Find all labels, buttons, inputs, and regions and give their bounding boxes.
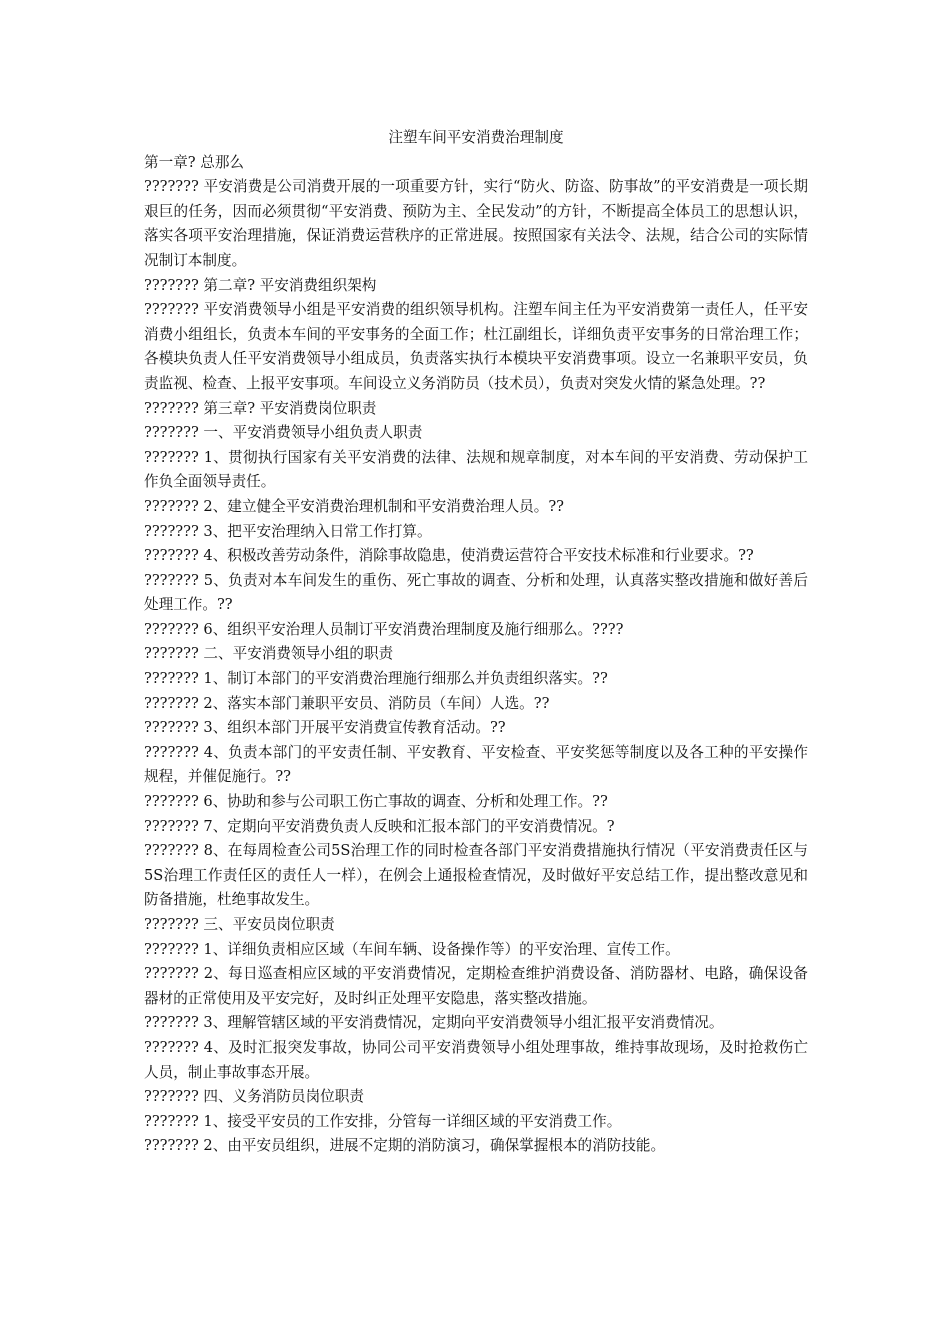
paragraph: ??????? 平安消费领导小组是平安消费的组织领导机构。注塑车间主任为平安消费第一责任人，任平安消费小组组长，负责本车间的平安事务的全面工作；杜江副组长，详细负责平安事务的日常治理工作；各模块负责人任平安消费领导小组成员，负责落实执行本模块平安消费事项。设立一名兼职平安员，负责监视、检查、上报平安事项。车间设立义务消防员（技术员），负责对突发火情的紧急处理。??	[144, 301, 808, 392]
document-title: 注塑车间平安消费治理制度	[388, 129, 564, 146]
list-item: ??????? 6、协助和参与公司职工伤亡事故的调查、分析和处理工作。??	[144, 793, 608, 811]
paragraph-chapter-3: ??????? 第三章? 平安消费岗位职责	[144, 399, 377, 417]
list-item: ??????? 7、定期向平安消费负责人反映和汇报本部门的平安消费情况。?	[144, 817, 615, 835]
list-item: ??????? 1、接受平安员的工作安排，分管每一详细区域的平安消费工作。	[144, 1112, 622, 1130]
list-item: ??????? 1、详细负责相应区域（车间车辆、设备操作等）的平安治理、宣传工作。	[144, 940, 680, 958]
list-item: ??????? 8、在每周检查公司5S治理工作的同时检查各部门平安消费措施执行情况（平安消费责任区与5S治理工作责任区的责任人一样），在例会上通报检查情况，及时做好平安总结工作，提出整改意见和防备措施，杜绝事故发生。	[144, 842, 808, 909]
paragraph: ??????? 平安消费是公司消费开展的一项重要方针，实行“防火、防盗、防事故”的平安消费是一项长期艰巨的任务，因而必须贯彻“平安消费、预防为主、全民发动”的方针，不断提高全体员工的思想认识，落实各项平安治理措施，保证消费运营秩序的正常进展。按照国家有关法令、法规，结合公司的实际情况制订本制度。	[144, 178, 808, 269]
section-heading: ??????? 二、平安消费领导小组的职责	[144, 645, 394, 663]
list-item: ??????? 3、理解管辖区域的平安消费情况，定期向平安消费领导小组汇报平安消费情况。	[144, 1014, 724, 1032]
section-heading: ??????? 三、平安员岗位职责	[144, 916, 335, 933]
list-item: ??????? 5、负责对本车间发生的重伤、死亡事故的调查、分析和处理，认真落实整改措施和做好善后处理工作。??	[144, 571, 808, 614]
list-item: ??????? 2、每日巡查相应区域的平安消费情况，定期检查维护消费设备、消防器材、电路，确保设备器材的正常使用及平安完好，及时纠正处理平安隐患，落实整改措施。	[144, 965, 808, 1007]
list-item: ??????? 2、由平安员组织，进展不定期的消防演习，确保掌握根本的消防技能。	[144, 1137, 666, 1155]
list-item: ??????? 4、负责本部门的平安责任制、平安教育、平安检查、平安奖惩等制度以及各工种的平安操作规程，并催促施行。??	[144, 743, 808, 786]
paragraph-chapter-1: 第一章? 总那么	[144, 153, 245, 171]
list-item: ??????? 6、组织平安治理人员制订平安消费治理制度及施行细那么。????	[144, 620, 624, 638]
list-item: ??????? 3、把平安治理纳入日常工作打算。	[144, 522, 432, 540]
list-item: ??????? 4、及时汇报突发事故，协同公司平安消费领导小组处理事故，维持事故现场，及时抢救伤亡人员，制止事故事态开展。	[144, 1038, 808, 1081]
list-item: ??????? 2、建立健全平安消费治理机制和平安消费治理人员。??	[144, 497, 564, 515]
list-item: ??????? 3、组织本部门开展平安消费宣传教育活动。??	[144, 719, 506, 737]
list-item: ??????? 1、制订本部门的平安消费治理施行细那么并负责组织落实。??	[144, 670, 608, 688]
list-item: ??????? 4、积极改善劳动条件，消除事故隐患，使消费运营符合平安技术标准和行业要求。??	[144, 547, 754, 565]
section-heading: ??????? 四、义务消防员岗位职责	[144, 1088, 364, 1106]
list-item: ??????? 1、贯彻执行国家有关平安消费的法律、法规和规章制度，对本车间的平安消费、劳动保护工作负全面领导责任。	[144, 448, 808, 491]
paragraph-chapter-2: ??????? 第二章? 平安消费组织架构	[144, 276, 377, 294]
list-item: ??????? 2、落实本部门兼职平安员、消防员（车间）人选。??	[144, 694, 550, 712]
section-heading: ??????? 一、平安消费领导小组负责人职责	[144, 424, 423, 442]
document-body	[144, 126, 808, 1159]
